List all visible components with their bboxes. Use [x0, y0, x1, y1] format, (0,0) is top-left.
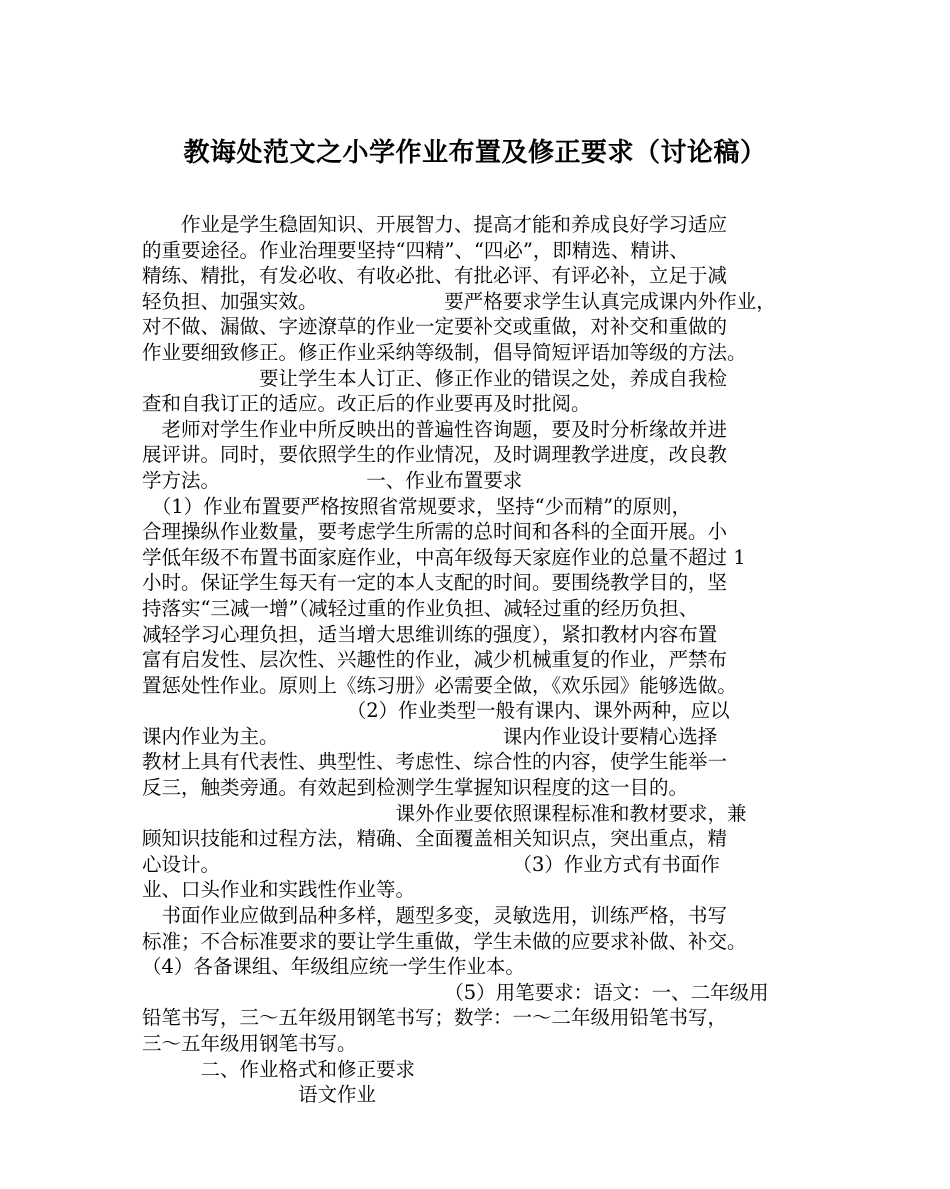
text-line: （1）作业布置要严格按照省常规要求，坚持“少而精”的原则， — [142, 494, 692, 518]
text-line: 业、口头作业和实践性作业等。 — [142, 878, 416, 902]
text-line: 展评讲。同时，要依照学生的作业情况，及时调理教学进度，改良教 — [142, 443, 728, 467]
text-line: 富有启发性、层次性、兴趣性的作业，减少机械重复的作业，严禁布 — [142, 648, 728, 672]
text-line: 书面作业应做到品种多样，题型多变，灵敏选用，训练严格，书写 — [142, 904, 728, 928]
text-line: 铅笔书写，三～五年级用钢笔书写；数学：一～二年级用铅笔书写， — [142, 1006, 728, 1030]
text-line: 学方法。 一、作业布置要求 — [142, 468, 523, 492]
text-line: 精练、精批，有发必收、有收必批、有批必评、有评必补，立足于减 — [142, 264, 728, 288]
page-title: 教诲处范文之小学作业布置及修正要求（讨论稿） — [183, 138, 767, 168]
text-line: 小时。保证学生每天有一定的本人支配的时间。要围绕教学目的，坚 — [142, 571, 728, 595]
text-line: 要让学生本人订正、修正作业的错误之处，养成自我检 — [142, 366, 728, 390]
text-line: 学低年级不布置书面家庭作业，中高年级每天家庭作业的总量不超过 1 — [142, 545, 746, 569]
text-line: 减轻学习心理负担，适当增大思维训练的强度），紧扣教材内容布置 — [142, 622, 718, 646]
text-line: 标准；不合标准要求的要让学生重做，学生未做的应要求补做、补交。 — [142, 929, 747, 953]
text-line: 合理操纵作业数量，要考虑学生所需的总时间和各科的全面开展。小 — [142, 520, 728, 544]
text-line: 反三，触类旁通。有效起到检测学生掌握知识程度的这一目的。 — [142, 776, 689, 800]
text-line: 轻负担、加强实效。 要严格要求学生认真完成课内外作业， — [142, 289, 776, 313]
text-line: 持落实“三减一增”（减轻过重的作业负担、减轻过重的经历负担、 — [142, 596, 699, 620]
text-line: 语文作业 — [142, 1083, 377, 1107]
text-line: 查和自我订正的适应。改正后的作业要再及时批阅。 — [142, 392, 591, 416]
text-line: 教材上具有代表性、典型性、考虑性、综合性的内容，使学生能举一 — [142, 750, 728, 774]
text-line: 老师对学生作业中所反映出的普遍性咨询题，要及时分析缘故并进 — [142, 417, 728, 441]
text-line: 课外作业要依照课程标准和教材要求，兼 — [142, 801, 747, 825]
text-line: 置惩处性作业。原则上《练习册》必需要全做，《欢乐园》能够选做。 — [142, 673, 737, 697]
text-line: 作业要细致修正。修正作业采纳等级制，倡导简短评语加等级的方法。 — [142, 340, 747, 364]
text-line: 对不做、漏做、字迹潦草的作业一定要补交或重做，对补交和重做的 — [142, 315, 728, 339]
text-line: （4）各备课组、年级组应统一学生作业本。 — [142, 955, 525, 979]
text-line: 的重要途径。作业治理要坚持“四精”、“四必”，即精选、精讲、 — [142, 238, 689, 262]
text-line: 二、作业格式和修正要求 — [142, 1057, 416, 1081]
document-body — [142, 212, 812, 1108]
text-line: （2）作业类型一般有课内、课外两种，应以 — [142, 699, 730, 723]
text-line: 顾知识技能和过程方法，精确、全面覆盖相关知识点，突出重点，精 — [142, 827, 728, 851]
text-line: 作业是学生稳固知识、开展智力、提高才能和养成良好学习适应 — [142, 213, 728, 236]
text-line: （5）用笔要求：语文：一、二年级用 — [142, 980, 769, 1004]
text-line: 课内作业为主。 课内作业设计要精心选择 — [142, 724, 718, 748]
text-line: 三～五年级用钢笔书写。 — [142, 1032, 357, 1055]
text-line: 心设计。 （3）作业方式有书面作 — [142, 852, 720, 876]
